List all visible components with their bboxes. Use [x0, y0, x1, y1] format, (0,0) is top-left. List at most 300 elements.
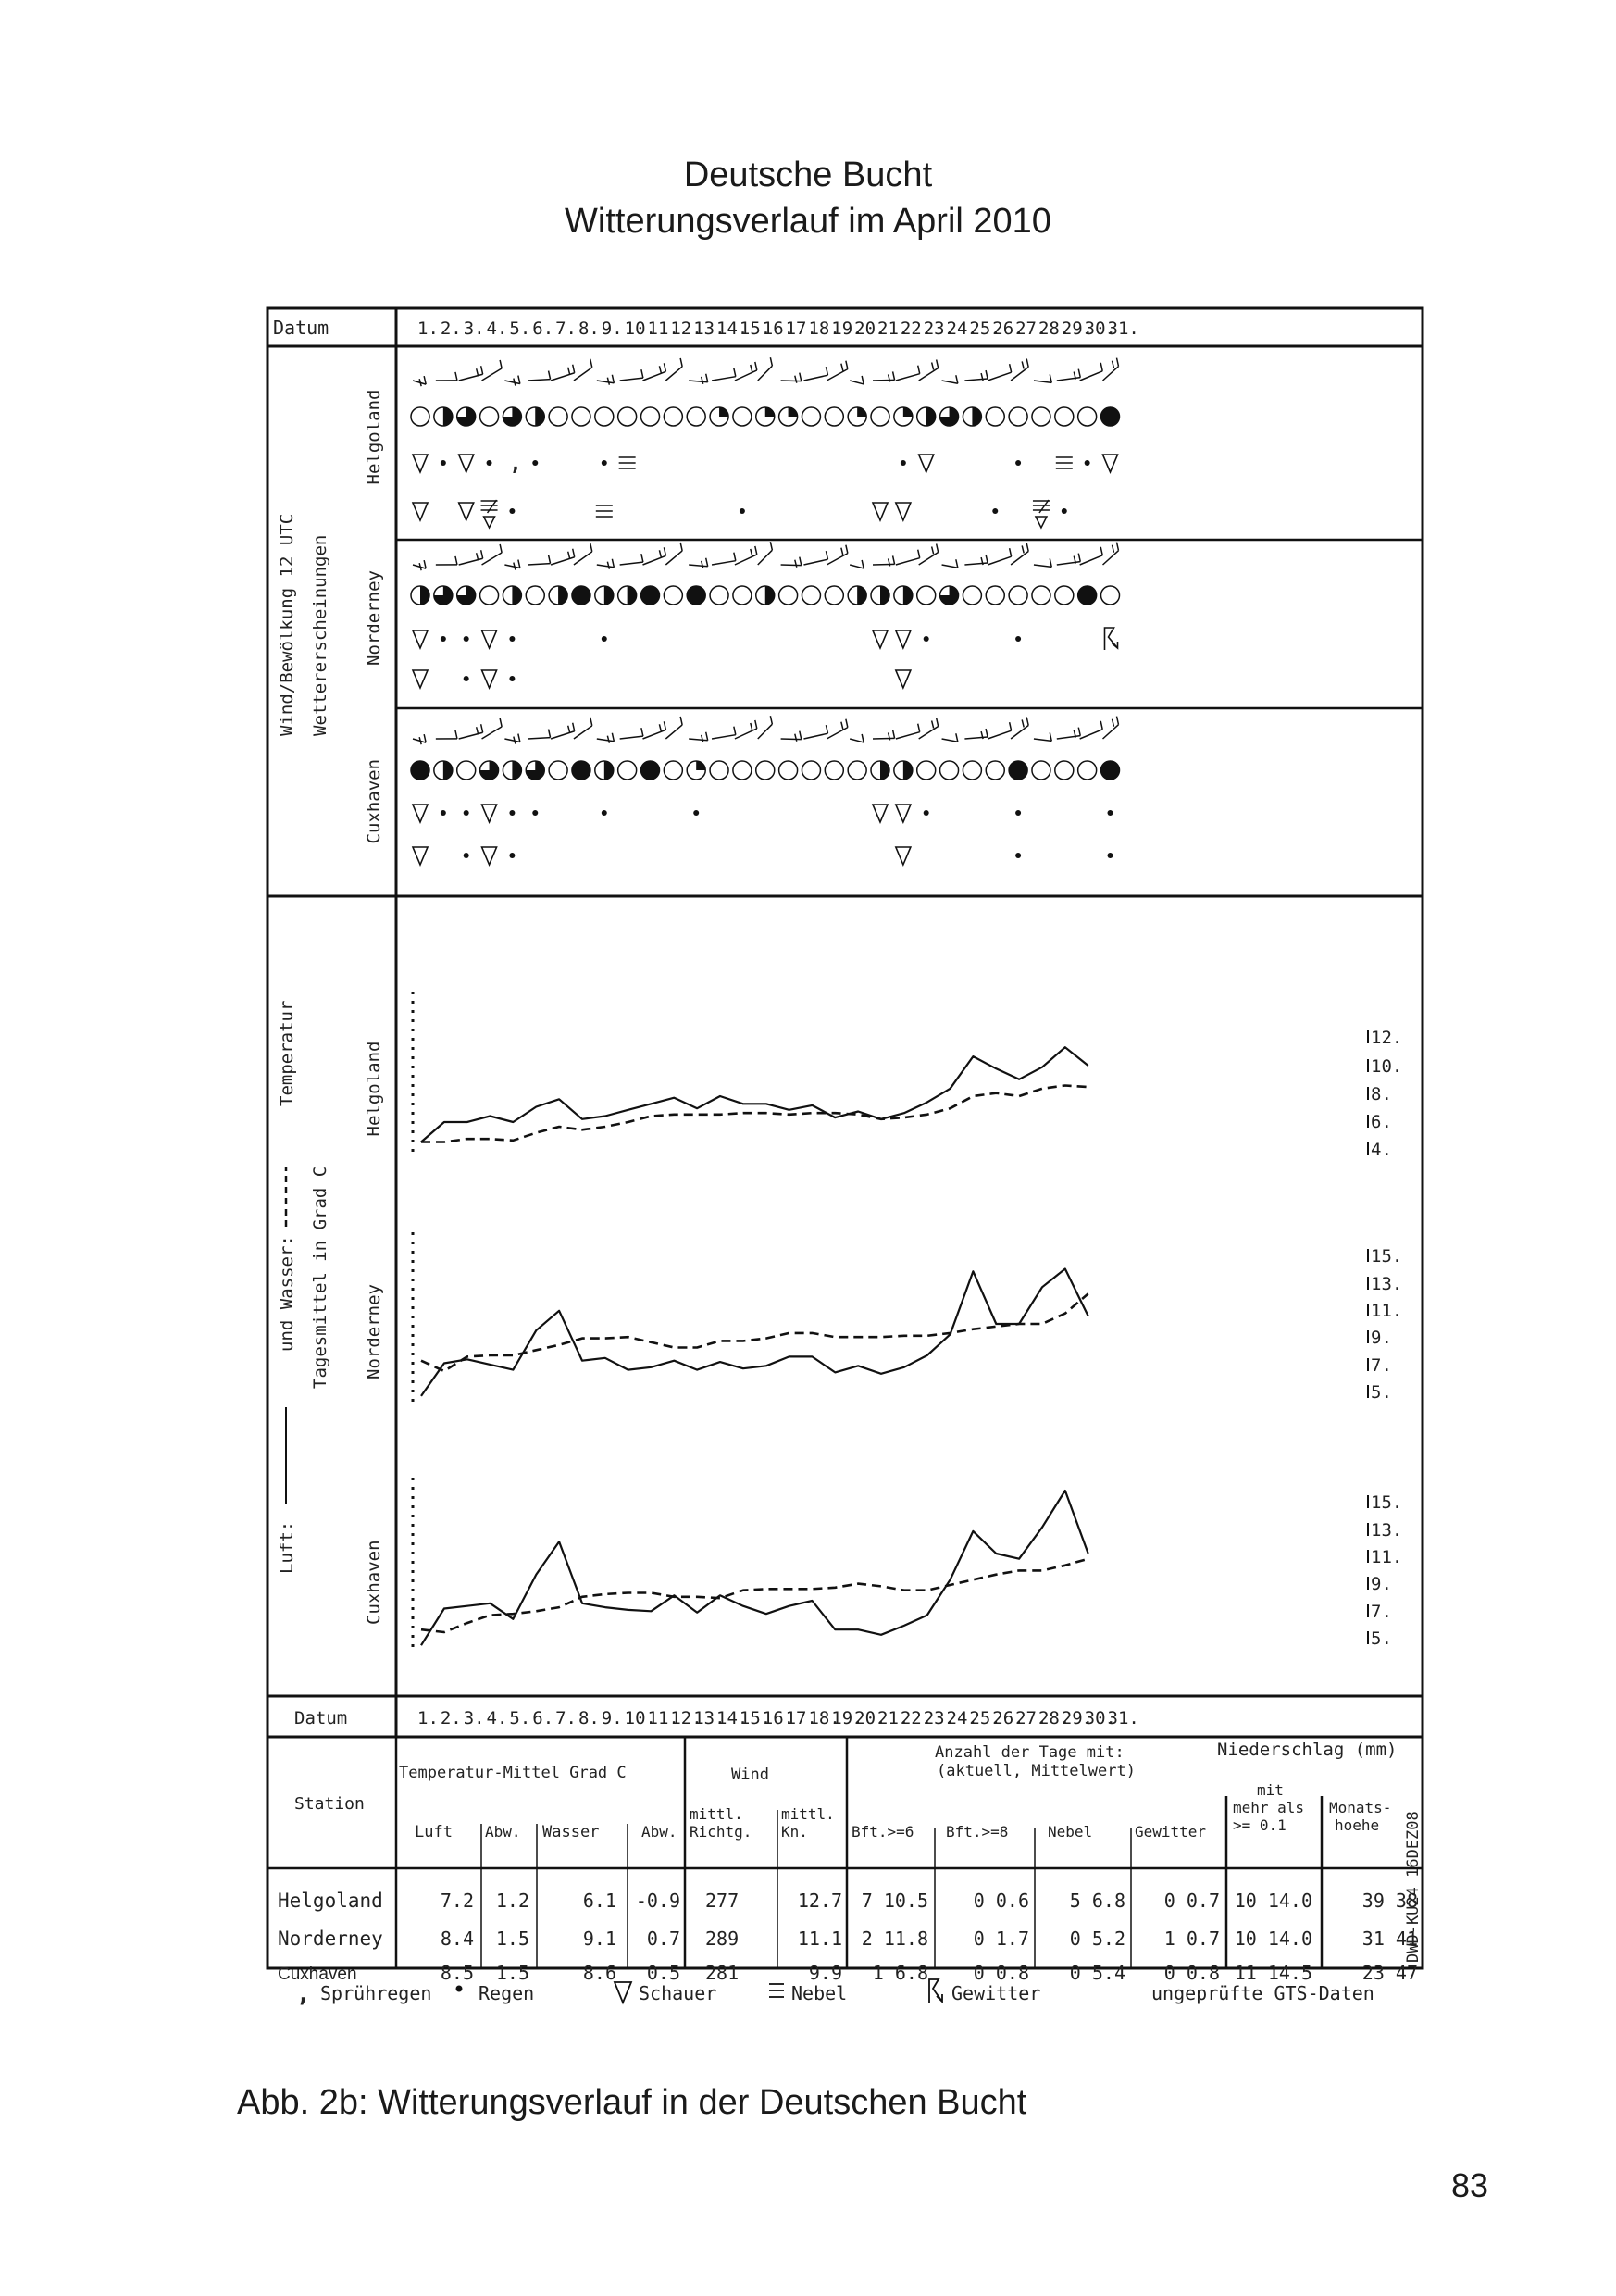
cloud-cover-symbol	[595, 586, 614, 605]
cloud-circle	[1032, 761, 1050, 780]
wind-barb	[459, 724, 483, 739]
regen-dot	[901, 460, 906, 466]
barb-staff	[620, 736, 643, 739]
cloud-cover-symbol	[618, 761, 637, 780]
cloud-cover-symbol	[848, 586, 866, 605]
barb-staff	[1080, 555, 1103, 565]
y-tick-label: 5.	[1371, 1382, 1392, 1403]
regen-symbol	[1108, 810, 1113, 816]
barb-staff	[1103, 725, 1119, 739]
cloud-cover-symbol	[457, 761, 476, 780]
barb-feather	[612, 375, 614, 383]
y-tick-label: 15.	[1371, 1492, 1403, 1513]
wind-barb	[712, 553, 736, 565]
cloud-cover-symbol	[434, 586, 453, 605]
cloud-fill	[558, 586, 567, 605]
barb-feather	[1026, 358, 1028, 367]
barb-feather	[607, 378, 609, 385]
col-abw-luft: Abw.	[485, 1823, 521, 1841]
cloud-cover-symbol	[779, 586, 798, 605]
cloud-cover-symbol	[1078, 586, 1097, 605]
cloud-fill	[641, 586, 660, 605]
cloud-cover-symbol	[917, 761, 936, 780]
day-label: 17.	[785, 1708, 817, 1728]
barb-staff	[850, 565, 864, 568]
cloud-cover-symbol	[756, 407, 775, 426]
cloud-circle	[779, 761, 798, 780]
regen-symbol	[464, 676, 469, 681]
day-label: 21.	[877, 318, 910, 339]
outer-label-wasser: und Wasser:	[277, 1235, 297, 1352]
cloud-circle	[871, 407, 889, 426]
day-label: 16.	[762, 1708, 795, 1728]
legend-spruehregen: Sprühregen	[320, 1982, 432, 2004]
cloud-circle	[457, 761, 476, 780]
cloud-cover-symbol	[1101, 586, 1120, 605]
cloud-circle	[733, 586, 752, 605]
schauer-symbol	[873, 805, 888, 822]
wind-barb	[1034, 558, 1051, 567]
spruehregen-mark: ,	[509, 453, 522, 476]
cloud-fill	[789, 407, 798, 417]
day-label: 30.	[1084, 318, 1116, 339]
barb-staff	[758, 724, 773, 739]
regen-symbol	[464, 636, 469, 642]
cloud-circle	[710, 761, 728, 780]
barb-feather	[424, 560, 426, 568]
col-group-niederschlag: Niederschlag (mm)	[1217, 1740, 1398, 1760]
cloud-circle	[526, 586, 544, 605]
day-label: 25.	[969, 318, 1001, 339]
regen-dot	[1015, 460, 1021, 466]
schauer-symbol	[459, 455, 474, 472]
day-label: 7.	[555, 318, 577, 339]
wind-barb	[850, 560, 864, 568]
row-station: Norderney	[278, 1928, 383, 1950]
cloud-circle	[733, 407, 752, 426]
wind-barb	[919, 543, 939, 565]
wind-barb	[1011, 543, 1028, 565]
cloud-circle	[802, 407, 820, 426]
day-label: 31.	[1107, 1708, 1139, 1728]
cloud-circle	[1009, 586, 1027, 605]
barb-staff	[964, 737, 988, 739]
page-subtitle: Witterungsverlauf im April 2010	[565, 202, 1051, 241]
regen-symbol	[487, 460, 492, 466]
schauer-symbol	[482, 805, 497, 822]
barb-feather	[734, 553, 736, 561]
day-label: 14.	[716, 1708, 749, 1728]
figure-caption: Abb. 2b: Witterungsverlauf in der Deutschen Bucht	[237, 2083, 1027, 2122]
wind-barb	[528, 371, 550, 381]
regen-symbol	[1062, 508, 1067, 514]
barb-feather	[702, 377, 703, 384]
regen-symbol	[1015, 460, 1021, 466]
barb-feather	[641, 728, 643, 736]
wind-barb	[896, 724, 920, 739]
cloud-fill	[903, 407, 913, 417]
day-label: 29.	[1061, 1708, 1094, 1728]
cloud-fill	[857, 407, 866, 417]
barb-staff	[712, 735, 736, 739]
barb-feather	[455, 556, 457, 565]
wind-barb	[803, 725, 827, 739]
barb-staff	[597, 565, 615, 568]
regen-dot	[602, 636, 607, 642]
col-group-days-sub: (aktuell, Mittelwert)	[937, 1762, 1136, 1780]
schauer-triangle	[413, 847, 428, 865]
wind-barb	[1034, 374, 1051, 382]
cloud-cover-symbol	[756, 761, 775, 780]
col-luft: Luft	[415, 1823, 453, 1841]
col-bft8: Bft.>=8	[946, 1823, 1009, 1841]
cloud-cover-symbol	[664, 586, 682, 605]
barb-staff	[1034, 381, 1051, 382]
barb-staff	[620, 378, 643, 381]
barb-feather	[918, 724, 920, 732]
schauer-symbol	[1103, 455, 1118, 472]
cloud-fill	[903, 586, 913, 605]
regen-symbol	[602, 460, 607, 466]
legend-nebel: Nebel	[791, 1982, 848, 2004]
cloud-fill	[880, 761, 889, 780]
wind-barb	[436, 372, 457, 381]
barb-feather	[481, 366, 483, 374]
station-label: Norderney	[364, 570, 384, 666]
wind-barb	[620, 728, 643, 739]
regen-dot	[924, 810, 929, 816]
cloud-cover-symbol	[641, 407, 660, 426]
regen-symbol	[924, 810, 929, 816]
cloud-fill	[696, 761, 705, 770]
schauer-triangle	[896, 847, 911, 865]
temp-panel-helgoland	[364, 992, 1402, 1160]
wind-barb	[482, 718, 503, 739]
wind-barb	[712, 368, 736, 381]
wind-barb	[942, 559, 958, 568]
cloud-cover-symbol	[779, 761, 798, 780]
cell-gewitter: 0 0.7	[1163, 1890, 1220, 1912]
cloud-cover-symbol	[687, 761, 705, 780]
barb-feather	[956, 559, 958, 568]
barb-feather	[893, 730, 895, 738]
regen-symbol	[693, 810, 699, 816]
cloud-fill	[512, 761, 521, 780]
cloud-cover-symbol	[549, 407, 567, 426]
wind-barb	[413, 734, 426, 744]
cloud-cover-symbol	[894, 761, 913, 780]
barb-feather	[800, 731, 802, 740]
cloud-cover-symbol	[940, 761, 959, 780]
schauer-symbol	[482, 847, 497, 865]
nebel-slash	[1039, 500, 1049, 513]
regen-symbol	[602, 636, 607, 642]
cloud-circle	[986, 407, 1004, 426]
cloud-circle	[1055, 761, 1074, 780]
cloud-fill	[411, 761, 429, 780]
barb-feather	[932, 546, 934, 554]
col-richtg-2: Richtg.	[690, 1823, 752, 1841]
barb-staff	[850, 739, 864, 742]
cloud-fill	[903, 761, 913, 780]
regen-dot	[1108, 853, 1113, 858]
wind-barb	[712, 727, 736, 739]
wind-barb	[735, 362, 757, 381]
cloud-cover-symbol	[894, 586, 913, 605]
day-label: 10.	[624, 1708, 656, 1728]
wind-barb	[896, 550, 920, 565]
gewitter-arrow	[1105, 628, 1118, 650]
cloud-fill	[512, 586, 521, 605]
regen-dot	[602, 810, 607, 816]
cloud-fill	[765, 586, 775, 605]
summary-table	[267, 1737, 1423, 1984]
cloud-circle	[802, 761, 820, 780]
cell-luft: 8.4	[440, 1928, 474, 1950]
cloud-cover-symbol	[572, 761, 590, 780]
wind-barb	[988, 364, 1011, 381]
barb-feather	[846, 545, 848, 554]
day-label: 22.	[900, 318, 933, 339]
cloud-cover-symbol	[1032, 407, 1050, 426]
wind-barb	[1103, 358, 1119, 381]
schauer-symbol	[873, 630, 888, 648]
regen-dot	[1015, 810, 1021, 816]
day-label: 15.	[739, 318, 772, 339]
cloud-cover-symbol	[641, 761, 660, 780]
cloud-cover-symbol	[595, 407, 614, 426]
cell-gewitter: 0 0.8	[1163, 1962, 1220, 1984]
barb-feather	[770, 542, 772, 550]
cloud-circle	[963, 761, 981, 780]
series-line-luft	[421, 1491, 1088, 1645]
barb-staff	[964, 379, 988, 381]
barb-staff	[712, 377, 736, 381]
cell-wasser: 6.1	[582, 1890, 616, 1912]
barb-feather	[590, 359, 592, 368]
cloud-cover-symbol	[825, 586, 843, 605]
day-label: 3.	[463, 1708, 485, 1728]
cloud-cover-symbol	[802, 407, 820, 426]
cloud-circle	[618, 761, 637, 780]
barb-feather	[1022, 719, 1024, 727]
barb-staff	[620, 562, 643, 565]
cloud-cover-symbol	[1101, 407, 1120, 426]
barb-staff	[1057, 562, 1080, 565]
schauer-triangle	[482, 670, 497, 688]
barb-feather	[477, 368, 479, 376]
legend-schauer: Schauer	[639, 1982, 717, 2004]
barb-feather	[607, 736, 609, 743]
barb-staff	[482, 727, 503, 739]
regen-dot	[441, 636, 446, 642]
cloud-circle	[848, 761, 866, 780]
barb-staff	[574, 552, 592, 565]
barb-staff	[942, 739, 958, 742]
y-tick-label: 5.	[1371, 1628, 1392, 1649]
outer-label-luft: Luft:	[277, 1520, 297, 1574]
cloud-cover-symbol	[434, 407, 453, 426]
barb-staff	[735, 370, 757, 381]
barb-staff	[758, 550, 773, 565]
barb-feather	[751, 549, 752, 556]
barb-feather	[481, 724, 483, 732]
regen-symbol	[509, 853, 515, 858]
station-label: Norderney	[364, 1284, 384, 1379]
wind-barb	[735, 546, 757, 565]
barb-staff	[988, 372, 1011, 381]
legend-regen: Regen	[479, 1982, 535, 2004]
schauer-triangle	[896, 503, 911, 520]
cloud-cover-symbol	[779, 407, 798, 426]
barb-feather	[800, 373, 802, 381]
cloud-cover-symbol	[480, 586, 499, 605]
wind-barb	[942, 375, 958, 383]
cloud-cover-symbol	[457, 586, 476, 605]
regen-dot	[602, 460, 607, 466]
wind-barb	[873, 730, 895, 740]
nebel-symbol	[596, 505, 613, 517]
day-label: 3.	[463, 318, 485, 339]
cell-mehr: 10 14.0	[1234, 1928, 1312, 1950]
cell-gewitter: 1 0.7	[1163, 1928, 1220, 1950]
cloud-circle	[825, 761, 843, 780]
barb-staff	[528, 738, 550, 739]
cell-nebel: 5 6.8	[1069, 1890, 1125, 1912]
day-label: 13.	[693, 318, 726, 339]
wind-barb	[1057, 728, 1080, 739]
barb-feather	[549, 371, 551, 380]
day-label: 16.	[762, 318, 795, 339]
station-label: Helgoland	[364, 389, 384, 485]
barb-feather	[706, 558, 708, 567]
schauer-triangle	[413, 455, 428, 472]
wind-barb	[1103, 543, 1119, 565]
cloud-circle	[687, 407, 705, 426]
cell-luft: 8.5	[440, 1962, 474, 1984]
schauer-triangle	[1036, 517, 1047, 528]
legend-nebel-symbol	[769, 1984, 784, 1997]
side-code: DWD-KU24 16DEZ08	[1404, 1811, 1423, 1963]
barb-feather	[659, 366, 661, 373]
outer-label-wetter: Wettererscheinungen	[310, 534, 330, 736]
row-station: Helgoland	[278, 1890, 383, 1912]
col-mehr-3: >= 0.1	[1233, 1816, 1287, 1834]
day-label: 30.	[1084, 1708, 1116, 1728]
barb-staff	[1011, 551, 1028, 565]
regen-dot	[1015, 636, 1021, 642]
day-label: 31.	[1107, 318, 1139, 339]
cloud-fill	[719, 407, 728, 417]
barb-feather	[590, 718, 592, 726]
barb-feather	[419, 379, 421, 386]
regen-dot	[532, 460, 538, 466]
cloud-circle	[664, 407, 682, 426]
cloud-circle	[802, 586, 820, 605]
barb-staff	[597, 381, 615, 383]
schauer-triangle	[482, 805, 497, 822]
cloud-cover-symbol	[687, 407, 705, 426]
schauer-triangle	[482, 630, 497, 648]
wind-barb	[689, 558, 708, 568]
barb-staff	[803, 375, 827, 381]
cell-wasser: 9.1	[582, 1928, 616, 1950]
wind-barb	[597, 733, 615, 743]
barb-feather	[702, 561, 703, 568]
regen-symbol	[740, 508, 745, 514]
barb-feather	[1113, 719, 1114, 727]
y-tick-label: 9.	[1371, 1574, 1392, 1594]
day-label: 24.	[946, 1708, 978, 1728]
day-label: 11.	[647, 318, 679, 339]
cell-richtg: 277	[705, 1890, 740, 1912]
barb-staff	[482, 553, 503, 565]
barb-staff	[964, 563, 988, 565]
col-nebel: Nebel	[1048, 1823, 1093, 1841]
regen-dot	[509, 508, 515, 514]
cloud-cover-symbol	[664, 761, 682, 780]
barb-feather	[1022, 361, 1024, 368]
wind-barb	[850, 734, 864, 742]
cloud-circle	[1078, 761, 1097, 780]
cloud-cover-symbol	[1055, 407, 1074, 426]
barb-feather	[514, 737, 516, 744]
cloud-circle	[1055, 586, 1074, 605]
cloud-cover-symbol	[503, 586, 521, 605]
outer-label-tagesmittel: Tagesmittel in Grad C	[310, 1166, 330, 1389]
barb-feather	[680, 543, 682, 551]
cloud-circle	[779, 586, 798, 605]
barb-staff	[482, 368, 503, 381]
barb-feather	[862, 376, 864, 384]
cloud-cover-symbol	[871, 586, 889, 605]
cell-monat: 31 41	[1361, 1928, 1418, 1950]
cloud-cover-symbol	[963, 586, 981, 605]
legend-regen-symbol	[456, 1986, 463, 1992]
cloud-circle	[549, 761, 567, 780]
cloud-circle	[595, 407, 614, 426]
col-mehr-2: mehr als	[1233, 1799, 1305, 1816]
barb-feather	[893, 555, 895, 564]
barb-feather	[573, 549, 575, 557]
cell-bft8: 0 0.8	[973, 1962, 1029, 1984]
cloud-fill	[687, 586, 705, 605]
wind-barb	[643, 721, 666, 739]
barb-feather	[751, 723, 752, 730]
schauer-symbol	[873, 503, 888, 520]
barb-staff	[504, 381, 519, 384]
schauer-triangle	[873, 503, 888, 520]
page-number: 83	[1451, 2166, 1489, 2204]
wind-barb	[803, 551, 827, 565]
cell-richtg: 289	[705, 1928, 740, 1950]
cloud-cover-symbol	[986, 586, 1004, 605]
barb-feather	[702, 735, 703, 742]
cloud-cover-symbol	[1078, 761, 1097, 780]
cloud-cover-symbol	[526, 761, 544, 780]
cloud-circle	[1055, 407, 1074, 426]
barb-feather	[841, 364, 843, 371]
cloud-cover-symbol	[802, 761, 820, 780]
cloud-cover-symbol	[733, 586, 752, 605]
regen-symbol	[1015, 810, 1021, 816]
cloud-cover-symbol	[595, 761, 614, 780]
barb-feather	[755, 362, 757, 370]
cloud-cover-symbol	[940, 407, 959, 426]
y-tick-label: 4.	[1371, 1140, 1392, 1160]
cloud-cover-symbol	[664, 407, 682, 426]
wind-barb	[504, 376, 519, 386]
